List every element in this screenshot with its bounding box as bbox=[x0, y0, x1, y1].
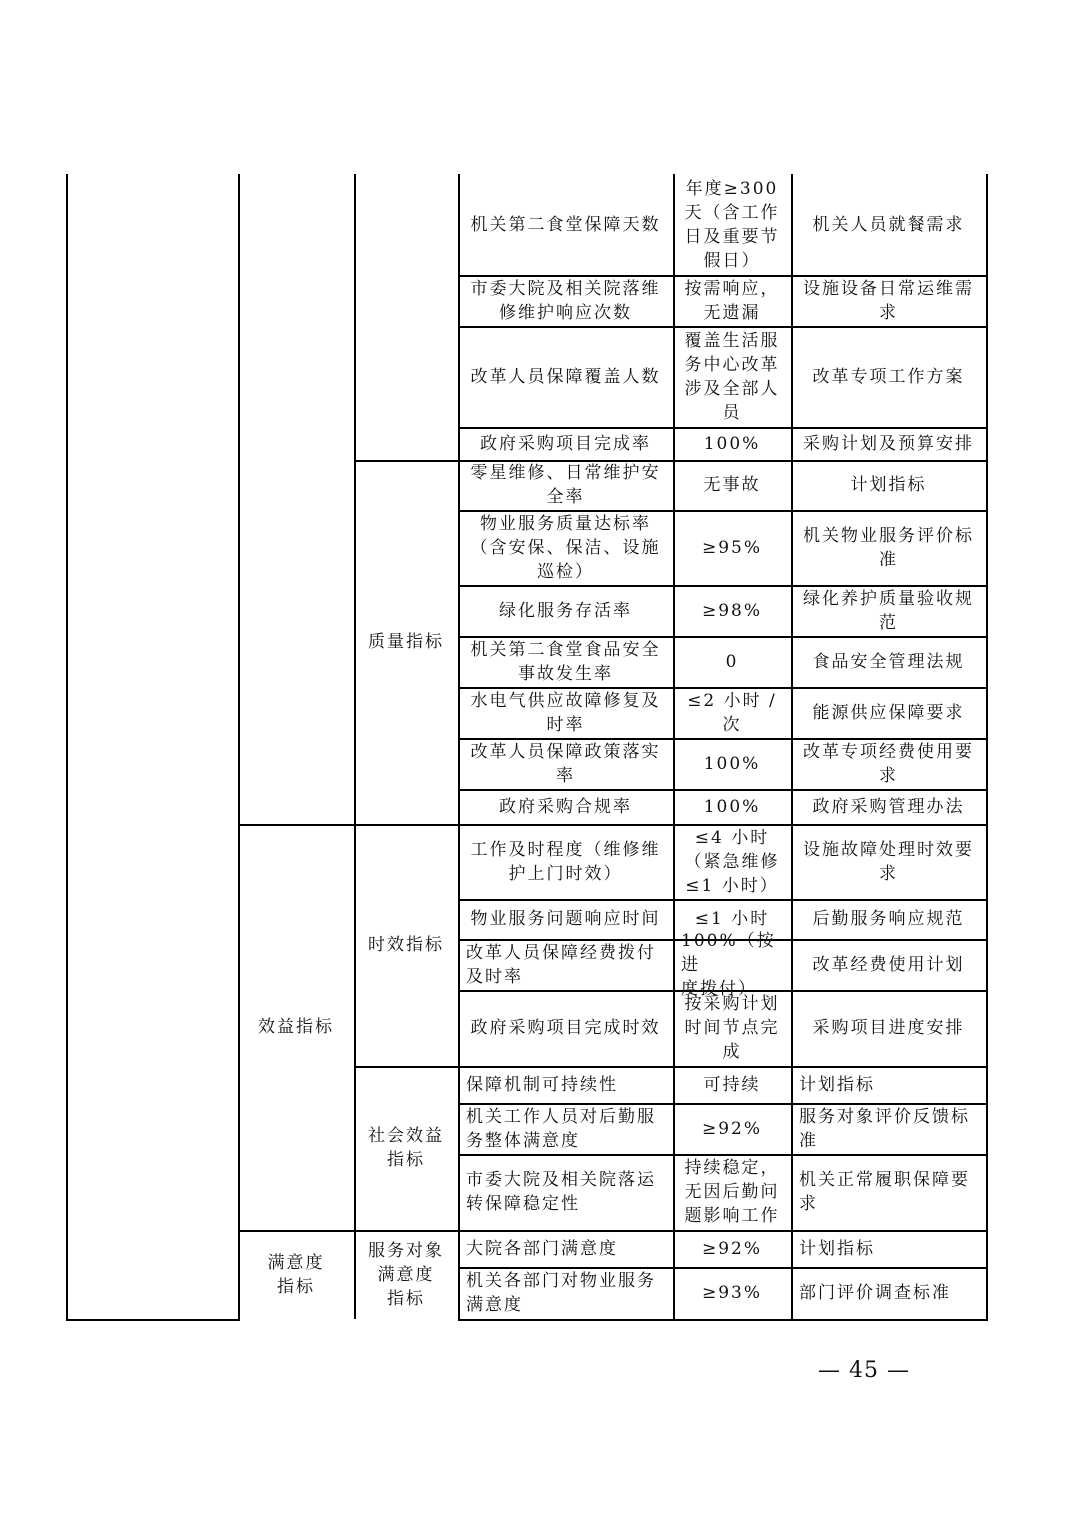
indicator-value-text: 100% bbox=[703, 796, 761, 817]
indicator-basis bbox=[791, 427, 986, 460]
indicator-name-text: 保障机制可持续性 bbox=[466, 1074, 618, 1095]
indicator-value bbox=[673, 1103, 791, 1154]
indicator-basis-text: 政府采购管理办法 bbox=[812, 796, 965, 817]
indicator-value-text: 可持续 bbox=[703, 1074, 761, 1095]
indicator-basis-text: 服务对象评价反馈标 准 bbox=[799, 1106, 970, 1151]
indicator-basis-text: 改革经费使用计划 bbox=[812, 954, 965, 975]
indicator-name bbox=[458, 789, 673, 824]
indicator-name bbox=[458, 824, 673, 899]
indicator-name bbox=[458, 939, 673, 990]
indicator-value bbox=[673, 687, 791, 738]
indicator-value-text: 100% bbox=[703, 753, 761, 774]
indicator-name-text: 政府采购合规率 bbox=[499, 796, 632, 817]
indicator-name bbox=[458, 460, 673, 510]
indicator-value-text: 无事故 bbox=[703, 475, 761, 495]
level2-service-satisfaction-indicator bbox=[354, 1230, 458, 1319]
indicator-basis bbox=[791, 1103, 986, 1154]
indicator-value-text: ≥92% bbox=[701, 1118, 763, 1139]
indicator-value-text: ≥98% bbox=[701, 600, 763, 621]
indicator-basis-text: 改革专项工作方案 bbox=[812, 366, 965, 387]
indicator-name-text: 改革人员保障经费拨付 及时率 bbox=[466, 942, 656, 987]
indicator-value bbox=[673, 1066, 791, 1103]
indicator-basis-text: 设施故障处理时效要 求 bbox=[803, 839, 974, 884]
indicator-name bbox=[458, 1066, 673, 1103]
indicator-value-text: 按采购计划 时间节点完 成 bbox=[684, 994, 780, 1062]
indicator-value bbox=[673, 1154, 791, 1230]
indicator-basis-text: 计划指标 bbox=[799, 1238, 875, 1259]
indicator-name-text: 改革人员保障政策落实 率 bbox=[470, 741, 661, 786]
indicator-name-text: 机关工作人员对后勤服 务整体满意度 bbox=[466, 1106, 656, 1151]
indicator-basis bbox=[791, 738, 986, 789]
level1-effect-indicator-text: 效益指标 bbox=[258, 1017, 334, 1037]
indicator-value-text: ≥92% bbox=[701, 1238, 763, 1259]
indicator-basis bbox=[791, 687, 986, 738]
indicator-basis-text: 部门评价调查标准 bbox=[799, 1283, 951, 1303]
indicator-basis-text: 设施设备日常运维需 求 bbox=[803, 278, 974, 323]
indicator-basis bbox=[791, 1154, 986, 1230]
table-vertical-rule bbox=[986, 174, 988, 1319]
indicator-value-text: 0 bbox=[725, 651, 739, 672]
level1-satisfaction-indicator-text: 满意度 指标 bbox=[267, 1252, 325, 1297]
indicator-value-text: ≤1 小时 bbox=[694, 909, 770, 929]
indicator-value bbox=[673, 174, 791, 275]
indicator-value bbox=[673, 930, 791, 999]
indicator-value bbox=[673, 275, 791, 326]
indicator-basis bbox=[791, 275, 986, 326]
level2-quality-indicator bbox=[354, 460, 458, 824]
indicator-value-text: 100% bbox=[703, 433, 761, 454]
indicator-value-text: 覆盖生活服 务中心改革 涉及全部人 员 bbox=[684, 330, 780, 423]
indicator-name bbox=[458, 585, 673, 636]
indicator-name bbox=[458, 174, 673, 275]
indicator-name-text: 物业服务问题响应时间 bbox=[470, 909, 661, 929]
indicator-basis-text: 采购计划及预算安排 bbox=[803, 433, 974, 454]
indicator-name-text: 市委大院及相关院落运 转保障稳定性 bbox=[466, 1170, 656, 1214]
indicator-name-text: 机关各部门对物业服务 满意度 bbox=[466, 1271, 656, 1315]
indicator-value-text: ≤2 小时 / 次 bbox=[687, 690, 777, 735]
level2-timeliness-indicator-text: 时效指标 bbox=[368, 935, 444, 955]
indicator-name bbox=[458, 510, 673, 585]
indicator-basis-text: 机关物业服务评价标 准 bbox=[803, 525, 974, 570]
indicator-basis bbox=[791, 990, 986, 1066]
indicator-value-text: 按需响应， 无遗漏 bbox=[684, 278, 780, 323]
indicator-basis bbox=[791, 939, 986, 990]
indicator-basis bbox=[791, 326, 986, 427]
indicator-value-text: ≥93% bbox=[701, 1283, 763, 1303]
level2-social-indicator-text: 社会效益 指标 bbox=[368, 1126, 444, 1170]
indicator-name bbox=[458, 1154, 673, 1230]
indicator-basis bbox=[791, 174, 986, 275]
indicator-basis-text: 计划指标 bbox=[799, 1074, 875, 1095]
indicator-basis bbox=[791, 636, 986, 687]
indicator-name bbox=[458, 990, 673, 1066]
level1-effect-indicator bbox=[238, 824, 354, 1230]
indicator-value bbox=[673, 510, 791, 585]
indicator-basis bbox=[791, 899, 986, 939]
indicator-basis-text: 采购项目进度安排 bbox=[812, 1018, 965, 1038]
indicator-name-text: 物业服务质量达标率 （含安保、保洁、设施 巡检） bbox=[470, 513, 661, 582]
indicator-name-text: 市委大院及相关院落维 修维护响应次数 bbox=[470, 278, 661, 323]
indicator-name-text: 零星维修、日常维护安 全率 bbox=[470, 463, 661, 507]
indicator-basis bbox=[791, 460, 986, 510]
indicator-value-text: 100%（按进 度拨付） bbox=[681, 930, 776, 999]
indicator-name bbox=[458, 636, 673, 687]
indicator-value bbox=[673, 738, 791, 789]
level2-quality-indicator-text: 质量指标 bbox=[368, 632, 444, 652]
indicator-name-text: 政府采购项目完成时效 bbox=[470, 1018, 661, 1038]
indicator-basis-text: 后勤服务响应规范 bbox=[812, 909, 965, 929]
indicator-name-text: 机关第二食堂保障天数 bbox=[470, 214, 661, 235]
indicator-value bbox=[673, 990, 791, 1066]
indicator-value bbox=[673, 326, 791, 427]
indicator-basis bbox=[791, 1230, 986, 1267]
indicator-value bbox=[673, 824, 791, 899]
table-horizontal-rule bbox=[66, 1319, 240, 1321]
indicator-basis-text: 绿化养护质量验收规 范 bbox=[803, 588, 974, 633]
indicator-name bbox=[458, 1267, 673, 1319]
indicator-name-text: 工作及时程度（维修维 护上门时效） bbox=[470, 839, 661, 884]
indicator-name bbox=[458, 1230, 673, 1267]
indicator-name-text: 绿化服务存活率 bbox=[499, 600, 632, 621]
level1-satisfaction-indicator bbox=[238, 1230, 354, 1319]
indicator-name bbox=[458, 687, 673, 738]
indicator-value bbox=[673, 1267, 791, 1319]
level2-service-satisfaction-indicator-text: 服务对象 满意度 指标 bbox=[368, 1240, 444, 1309]
indicator-value bbox=[673, 1230, 791, 1267]
indicator-basis bbox=[791, 789, 986, 824]
indicator-basis-text: 能源供应保障要求 bbox=[812, 702, 965, 723]
indicator-value-text: ≥95% bbox=[701, 537, 763, 558]
indicator-name bbox=[458, 738, 673, 789]
indicator-value bbox=[673, 636, 791, 687]
indicator-basis-text: 机关人员就餐需求 bbox=[812, 214, 965, 235]
indicator-basis-text: 食品安全管理法规 bbox=[812, 651, 965, 672]
indicator-name-text: 大院各部门满意度 bbox=[466, 1238, 618, 1259]
page-number: — 45 — bbox=[818, 1358, 910, 1383]
level2-social-indicator bbox=[354, 1066, 458, 1230]
indicator-value bbox=[673, 585, 791, 636]
level2-timeliness-indicator bbox=[354, 824, 458, 1066]
indicator-value bbox=[673, 460, 791, 510]
indicator-name-text: 水电气供应故障修复及 时率 bbox=[470, 690, 661, 735]
table-horizontal-rule bbox=[458, 1319, 988, 1321]
indicator-basis-text: 改革专项经费使用要 求 bbox=[803, 741, 974, 786]
indicator-name bbox=[458, 1103, 673, 1154]
indicator-basis bbox=[791, 1066, 986, 1103]
indicator-basis bbox=[791, 510, 986, 585]
indicator-basis bbox=[791, 824, 986, 899]
indicator-value-text: ≤4 小时 （紧急维修 ≤1 小时） bbox=[684, 827, 780, 896]
indicator-value-text: 年度≥300 天（含工作 日及重要节 假日） bbox=[684, 178, 780, 271]
indicator-name bbox=[458, 326, 673, 427]
indicator-value bbox=[673, 427, 791, 460]
indicator-basis-text: 机关正常履职保障要 求 bbox=[799, 1170, 970, 1214]
indicator-value bbox=[673, 789, 791, 824]
indicator-value-text: 持续稳定， 无因后勤问 题影响工作 bbox=[684, 1158, 780, 1226]
indicator-name bbox=[458, 275, 673, 326]
indicator-name bbox=[458, 427, 673, 460]
indicator-name-text: 改革人员保障覆盖人数 bbox=[470, 366, 661, 387]
indicator-name-text: 政府采购项目完成率 bbox=[480, 433, 651, 454]
table-vertical-rule bbox=[66, 174, 68, 1319]
indicator-name bbox=[458, 899, 673, 939]
indicator-name-text: 机关第二食堂食品安全 事故发生率 bbox=[470, 639, 661, 684]
indicator-basis bbox=[791, 1267, 986, 1319]
indicator-basis-text: 计划指标 bbox=[850, 475, 927, 495]
indicator-basis bbox=[791, 585, 986, 636]
